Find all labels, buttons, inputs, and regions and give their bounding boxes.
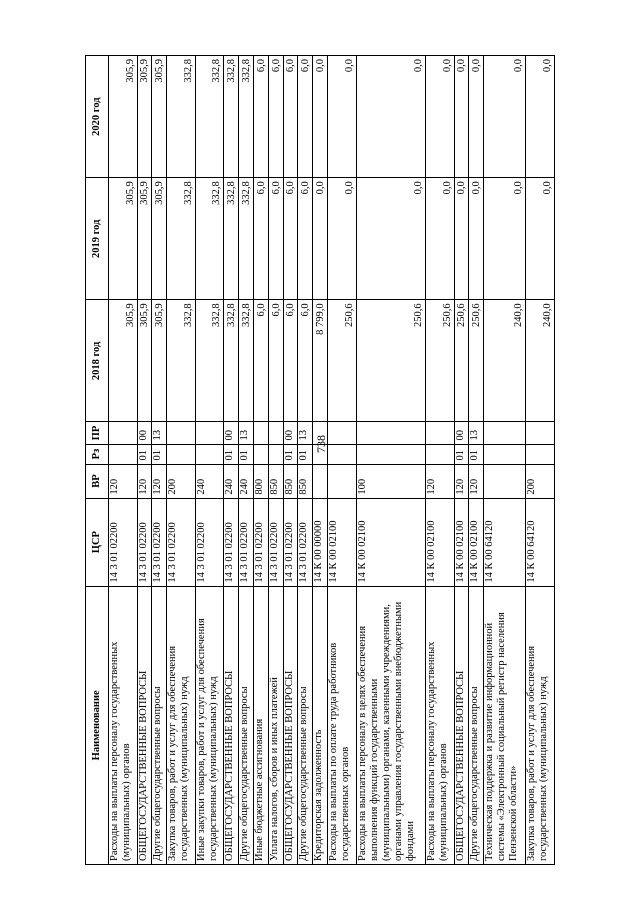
cell-pr	[109, 422, 138, 444]
cell-name: Другие общегосударственные вопросы	[152, 586, 167, 864]
cell-vr: 120	[454, 464, 469, 498]
cell-rz	[313, 444, 328, 464]
table-row	[224, 56, 239, 865]
cell-2018: 305,9	[152, 300, 167, 422]
cell-rz	[356, 444, 426, 464]
cell-2018: 332,8	[195, 300, 224, 422]
cell-name: Расходы на выплаты персоналу государственных (муниципальных) органов	[426, 586, 455, 864]
cell-pr: 00	[283, 422, 298, 444]
cell-2020: 332,8	[224, 56, 239, 178]
cell-2020: 305,9	[137, 56, 152, 178]
cell-rz	[328, 444, 357, 464]
table-row	[298, 56, 313, 865]
cell-2019: 305,9	[109, 178, 138, 300]
cell-rz: 01	[454, 444, 469, 464]
cell-vr	[313, 464, 328, 498]
table-row	[356, 56, 426, 865]
cell-2020: 332,8	[195, 56, 224, 178]
cell-csr: 14 К 00 02100	[469, 498, 484, 586]
table-row	[469, 56, 484, 865]
header-pr: ПР	[86, 422, 109, 444]
cell-pr: 13	[469, 422, 484, 444]
cell-2018: 305,9	[109, 300, 138, 422]
table-row	[167, 56, 196, 865]
cell-vr: 120	[469, 464, 484, 498]
cell-rz: 01	[283, 444, 298, 464]
cell-2018: 332,8	[224, 300, 239, 422]
cell-vr: 800	[253, 464, 268, 498]
cell-2018: 8 799,0	[313, 300, 328, 422]
cell-pr: 13	[298, 422, 313, 444]
cell-pr	[268, 422, 283, 444]
table-row	[484, 56, 526, 865]
cell-csr: 14 К 00 02100	[426, 498, 455, 586]
cell-vr: 120	[426, 464, 455, 498]
cell-pr: 00	[224, 422, 239, 444]
cell-2018: 6,0	[253, 300, 268, 422]
budget-table	[85, 55, 555, 865]
cell-2019: 6,0	[253, 178, 268, 300]
cell-pr: 00	[137, 422, 152, 444]
cell-2019: 0,0	[484, 178, 526, 300]
cell-2018: 250,6	[356, 300, 426, 422]
cell-csr: 14 3 01 02200	[224, 498, 239, 586]
cell-2020: 0,0	[356, 56, 426, 178]
cell-2019: 0,0	[469, 178, 484, 300]
cell-vr: 850	[283, 464, 298, 498]
cell-2018: 250,6	[454, 300, 469, 422]
cell-2020: 0,0	[426, 56, 455, 178]
cell-2020: 305,9	[152, 56, 167, 178]
cell-csr: 14 3 01 02200	[195, 498, 224, 586]
cell-2020: 6,0	[283, 56, 298, 178]
cell-pr	[253, 422, 268, 444]
cell-name: Другие общегосударственные вопросы	[469, 586, 484, 864]
cell-pr	[484, 422, 526, 444]
cell-2020: 6,0	[268, 56, 283, 178]
cell-2019: 0,0	[313, 178, 328, 300]
cell-pr	[526, 422, 555, 444]
cell-name: Закупка товаров, работ и услуг для обеспечения государственных (муниципальных) нужд	[526, 586, 555, 864]
cell-csr: 14 3 01 02200	[109, 498, 138, 586]
cell-csr: 14 К 00 02100	[356, 498, 426, 586]
cell-vr: 120	[152, 464, 167, 498]
cell-2020: 0,0	[526, 56, 555, 178]
cell-csr: 14 К 00 00000	[313, 498, 328, 586]
cell-rz	[253, 444, 268, 464]
cell-pr: 13	[152, 422, 167, 444]
header-name: Наименование	[86, 586, 109, 864]
cell-2019: 305,9	[137, 178, 152, 300]
cell-name: Расходы на выплаты персоналу в целях обеспечения выполнения функций государственными (муниципальными) органами, казенными учреждениями, органами управления государственными внебюджетными фондами	[356, 586, 426, 864]
cell-2020: 6,0	[298, 56, 313, 178]
cell-2018: 6,0	[268, 300, 283, 422]
cell-2020: 0,0	[469, 56, 484, 178]
cell-2018: 305,9	[137, 300, 152, 422]
cell-vr: 240	[224, 464, 239, 498]
cell-rz: 01	[224, 444, 239, 464]
cell-2018: 250,6	[426, 300, 455, 422]
cell-2020: 332,8	[167, 56, 196, 178]
cell-2019: 6,0	[268, 178, 283, 300]
cell-pr	[356, 422, 426, 444]
cell-name: Кредиторская задолженность	[313, 586, 328, 864]
header-2019: 2019 год	[86, 178, 109, 300]
cell-vr: 100	[356, 464, 426, 498]
cell-rz: 01	[137, 444, 152, 464]
cell-name: Закупка товаров, работ и услуг для обеспечения государственных (муниципальных) нужд	[167, 586, 196, 864]
cell-csr: 14 К 00 64120	[484, 498, 526, 586]
cell-rz	[268, 444, 283, 464]
header-2020: 2020 год	[86, 56, 109, 178]
cell-2019: 6,0	[298, 178, 313, 300]
cell-pr	[167, 422, 196, 444]
cell-name: ОБЩЕГОСУДАРСТВЕННЫЕ ВОПРОСЫ	[224, 586, 239, 864]
cell-csr: 14 К 00 02100	[328, 498, 357, 586]
cell-name: Расходы на выплаты персоналу государственных (муниципальных) органов	[109, 586, 138, 864]
cell-2019: 0,0	[526, 178, 555, 300]
cell-name: Уплата налогов, сборов и иных платежей	[268, 586, 283, 864]
cell-2020: 0,0	[313, 56, 328, 178]
cell-name: ОБЩЕГОСУДАРСТВЕННЫЕ ВОПРОСЫ	[283, 586, 298, 864]
cell-2018: 250,6	[469, 300, 484, 422]
table-row	[454, 56, 469, 865]
cell-pr: 13	[239, 422, 254, 444]
cell-csr: 14 3 01 02200	[253, 498, 268, 586]
cell-name: ОБЩЕГОСУДАРСТВЕННЫЕ ВОПРОСЫ	[137, 586, 152, 864]
table-row	[426, 56, 455, 865]
table-row	[283, 56, 298, 865]
cell-csr: 14 3 01 02200	[283, 498, 298, 586]
cell-2019: 332,8	[239, 178, 254, 300]
cell-name: Техническая поддержка и развитие информационной системы «Электронный социальный регистр населения Пензенской области»	[484, 586, 526, 864]
cell-2020: 0,0	[484, 56, 526, 178]
cell-2019: 0,0	[356, 178, 426, 300]
cell-rz: 01	[239, 444, 254, 464]
cell-2018: 240,0	[484, 300, 526, 422]
cell-rz	[167, 444, 196, 464]
table-row	[328, 56, 357, 865]
cell-pr	[313, 422, 328, 444]
cell-vr: 850	[298, 464, 313, 498]
table-row	[313, 56, 328, 865]
cell-csr: 14 3 01 02200	[239, 498, 254, 586]
cell-2019: 305,9	[152, 178, 167, 300]
cell-2018: 6,0	[298, 300, 313, 422]
cell-rz	[484, 444, 526, 464]
cell-2018: 332,8	[167, 300, 196, 422]
table-row	[268, 56, 283, 865]
cell-2018: 6,0	[283, 300, 298, 422]
cell-2019: 0,0	[426, 178, 455, 300]
page-number: 738	[314, 435, 328, 453]
cell-2018: 240,0	[526, 300, 555, 422]
cell-2018: 332,8	[239, 300, 254, 422]
cell-name: Расходы на выплаты по оплате труда работников государственных органов	[328, 586, 357, 864]
header-vr: ВР	[86, 464, 109, 498]
cell-name: Иные бюджетные ассигнования	[253, 586, 268, 864]
cell-2020: 305,9	[109, 56, 138, 178]
cell-2020: 6,0	[253, 56, 268, 178]
cell-pr	[195, 422, 224, 444]
table-row	[253, 56, 268, 865]
header-rz: Рз	[86, 444, 109, 464]
cell-2019: 0,0	[328, 178, 357, 300]
cell-2019: 6,0	[283, 178, 298, 300]
cell-rz: 01	[298, 444, 313, 464]
cell-csr: 14 3 01 02200	[298, 498, 313, 586]
cell-2018: 250,6	[328, 300, 357, 422]
cell-pr: 00	[454, 422, 469, 444]
cell-2019: 332,8	[167, 178, 196, 300]
cell-name: ОБЩЕГОСУДАРСТВЕННЫЕ ВОПРОСЫ	[454, 586, 469, 864]
cell-name: Иные закупки товаров, работ и услуг для обеспечения государственных (муниципальных) нужд	[195, 586, 224, 864]
table-row	[195, 56, 224, 865]
cell-rz	[426, 444, 455, 464]
table-header-row	[86, 56, 109, 865]
header-2018: 2018 год	[86, 300, 109, 422]
cell-rz: 01	[469, 444, 484, 464]
cell-vr: 120	[109, 464, 138, 498]
table-row	[526, 56, 555, 865]
table-row	[137, 56, 152, 865]
cell-2020: 332,8	[239, 56, 254, 178]
cell-vr: 120	[137, 464, 152, 498]
cell-vr: 240	[239, 464, 254, 498]
cell-rz	[195, 444, 224, 464]
table-row	[109, 56, 138, 865]
cell-2019: 0,0	[454, 178, 469, 300]
budget-table-sheet	[85, 55, 555, 865]
cell-vr	[484, 464, 526, 498]
cell-vr	[328, 464, 357, 498]
cell-2019: 332,8	[224, 178, 239, 300]
cell-vr: 200	[167, 464, 196, 498]
cell-pr	[426, 422, 455, 444]
cell-vr: 240	[195, 464, 224, 498]
cell-csr: 14 3 01 02200	[152, 498, 167, 586]
cell-name: Другие общегосударственные вопросы	[239, 586, 254, 864]
cell-2019: 332,8	[195, 178, 224, 300]
cell-csr: 14 3 01 02200	[137, 498, 152, 586]
cell-2020: 0,0	[328, 56, 357, 178]
cell-rz	[526, 444, 555, 464]
table-row	[152, 56, 167, 865]
table-row	[239, 56, 254, 865]
cell-vr: 200	[526, 464, 555, 498]
cell-name: Другие общегосударственные вопросы	[298, 586, 313, 864]
cell-rz	[109, 444, 138, 464]
cell-csr: 14 3 01 02200	[167, 498, 196, 586]
cell-csr: 14 К 00 64120	[526, 498, 555, 586]
cell-vr: 850	[268, 464, 283, 498]
header-csr: ЦСР	[86, 498, 109, 586]
cell-2020: 0,0	[454, 56, 469, 178]
cell-pr	[328, 422, 357, 444]
table-body	[109, 56, 555, 865]
cell-rz: 01	[152, 444, 167, 464]
cell-csr: 14 К 00 02100	[454, 498, 469, 586]
cell-csr: 14 3 01 02200	[268, 498, 283, 586]
